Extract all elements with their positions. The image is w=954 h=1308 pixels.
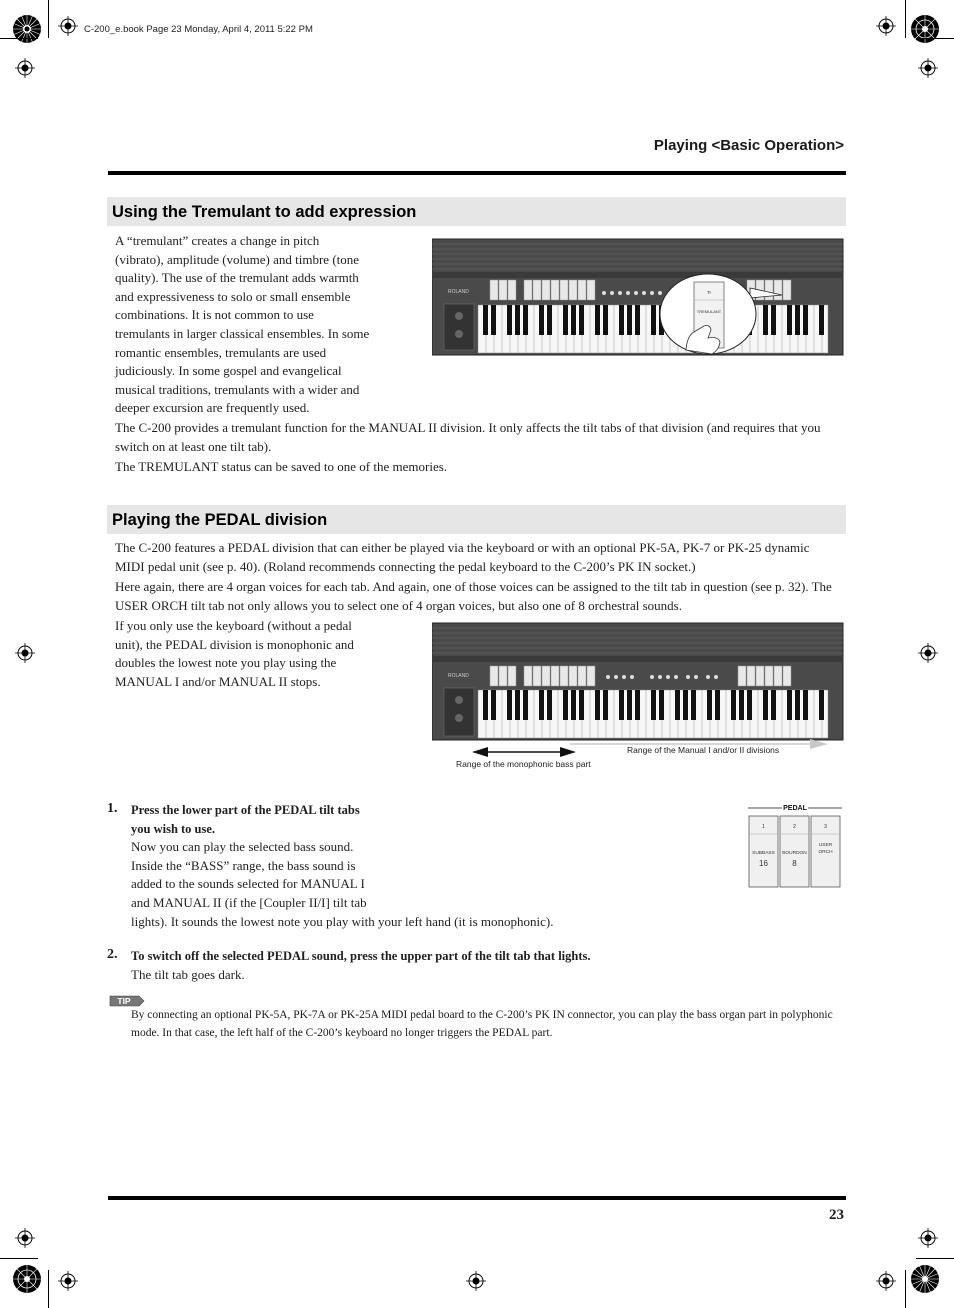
header-rule <box>108 171 846 175</box>
section-heading-tremulant <box>107 197 846 226</box>
step-2: To switch off the selected PEDAL sound, press the upper part of the tilt tab that lights. The tilt tab goes dark. <box>131 949 591 982</box>
section-title: Playing the PEDAL division <box>112 511 328 529</box>
crop-sunburst-icon <box>910 1264 940 1294</box>
organ-illustration-pedal <box>432 622 844 742</box>
crop-line <box>916 38 954 39</box>
svg-text:USER: USER <box>818 843 833 848</box>
pedal-panel-header: PEDAL <box>783 805 807 812</box>
registration-mark-icon <box>876 1271 896 1291</box>
registration-mark-icon <box>15 1228 35 1248</box>
crop-line <box>916 1258 954 1259</box>
registration-mark-icon <box>58 1271 78 1291</box>
svg-text:SUBBASS: SUBBASS <box>752 851 775 856</box>
registration-mark-icon <box>466 1271 486 1291</box>
tremulant-para2: The C-200 provides a tremulant function for the MANUAL II division. It only affects the tilt tabs of that division (and requires that you switch on at least one tilt tab). <box>115 420 821 454</box>
svg-text:8: 8 <box>792 859 797 868</box>
registration-mark-icon <box>918 643 938 663</box>
svg-text:16: 16 <box>759 859 768 868</box>
registration-mark-icon <box>58 16 78 36</box>
crop-sunburst-icon <box>910 14 940 44</box>
tremulant-para3: The TREMULANT status can be saved to one of the memories. <box>115 459 448 474</box>
registration-mark-icon <box>876 16 896 36</box>
registration-mark-icon <box>918 1228 938 1248</box>
tab-name-label: TREMULANT <box>696 309 722 314</box>
step-number: 1. <box>107 801 118 816</box>
step-1: Press the lower part of the PEDAL tilt tabs you wish to use. Now you can play the selected bass sound. Inside the “BASS” range, the bass sound is added to the sounds selected for MANUAL I and MANUAL II (if the [Coupler II/I] tilt tab lights). It sounds the lowest note you play with your left hand (it is monophonic). <box>131 803 554 929</box>
page-number: 23 <box>829 1207 844 1223</box>
pedal-para3: If you only use the keyboard (without a pedal unit), the PEDAL division is monophonic and doubles the lowest note you play using the MANUAL I and/or MANUAL II stops. <box>115 618 354 689</box>
pedal-para2: Here again, there are 4 organ voices for each tab. And again, one of those voices can be assigned to the tilt tab in question (see p. 32). The USER ORCH tilt tab not only allows you to select one of 4 organ voices, but also one of 8 orchestral sounds. <box>115 579 832 613</box>
crop-sunburst-icon <box>12 14 42 44</box>
step-number: 2. <box>107 947 118 962</box>
registration-mark-icon <box>15 58 35 78</box>
svg-text:1: 1 <box>762 824 765 830</box>
crop-line <box>48 0 49 38</box>
tremulant-intro: A “tremulant” creates a change in pitch (vibrato), amplitude (volume) and timbre (tone quality). The use of the tremulant adds warmth and expressiveness to solo or small ensemble combinations. It is not common to use tremulants in larger classical ensembles. In some romantic ensembles, tremulants are used judiciously. In some gospel and evangelical musical traditions, tremulants with a wider and deeper excursion are frequently used. <box>115 233 370 416</box>
tip-label: TIP <box>117 996 131 1006</box>
crop-sunburst-icon <box>12 1264 42 1294</box>
registration-mark-icon <box>918 58 938 78</box>
organ-illustration-tremulant <box>432 238 844 356</box>
caption-manual-range: Range of the Manual I and/or II divisions <box>627 745 780 755</box>
svg-text:2: 2 <box>793 824 796 830</box>
crop-line <box>905 0 906 38</box>
tip-icon <box>109 995 145 1007</box>
organ-brand: ROLAND <box>448 673 469 679</box>
footer-rule <box>108 1196 846 1200</box>
registration-mark-icon <box>15 643 35 663</box>
pedal-para1: The C-200 features a PEDAL division that can either be played via the keyboard or with an optional PK-5A, PK-7 or PK-25 dynamic MIDI pedal unit (see p. 40). (Roland recommends connecting the pedal keyboard to the C-200’s PK IN socket.) <box>115 540 810 574</box>
pedal-tab-subbass[interactable] <box>749 816 778 887</box>
arrow-head-icon <box>560 747 576 757</box>
arrow-head-icon <box>472 747 488 757</box>
pedal-tab-user-orch[interactable] <box>811 816 840 887</box>
arrow-head-icon <box>810 739 828 749</box>
crop-line <box>0 38 38 39</box>
pedal-tilt-tabs-illustration <box>746 802 844 890</box>
svg-text:BOURDON: BOURDON <box>782 851 807 856</box>
crop-line <box>0 1258 38 1259</box>
pedal-tab-bourdon[interactable] <box>780 816 809 887</box>
tip-text: By connecting an optional PK-5A, PK-7A or PK-25A MIDI pedal board to the C-200’s PK IN connector, you can play the bass organ part in polyphonic mode. In that case, the left half of the C-200’s keyboard no longer triggers the PEDAL part. <box>131 1009 833 1039</box>
svg-text:3: 3 <box>824 824 827 830</box>
running-head: Playing <Basic Operation> <box>653 137 844 154</box>
svg-text:ORCH: ORCH <box>818 850 833 855</box>
crop-line <box>905 1270 906 1308</box>
section-heading-pedal <box>107 505 846 534</box>
file-info: C-200_e.book Page 23 Monday, April 4, 2011 5:22 PM <box>84 24 313 35</box>
section-title: Using the Tremulant to add expression <box>112 203 417 221</box>
crop-line <box>48 1270 49 1308</box>
caption-bass-range: Range of the monophonic bass part <box>456 759 591 769</box>
organ-brand: ROLAND <box>448 289 469 295</box>
tab-number-label: Tr <box>706 290 712 295</box>
